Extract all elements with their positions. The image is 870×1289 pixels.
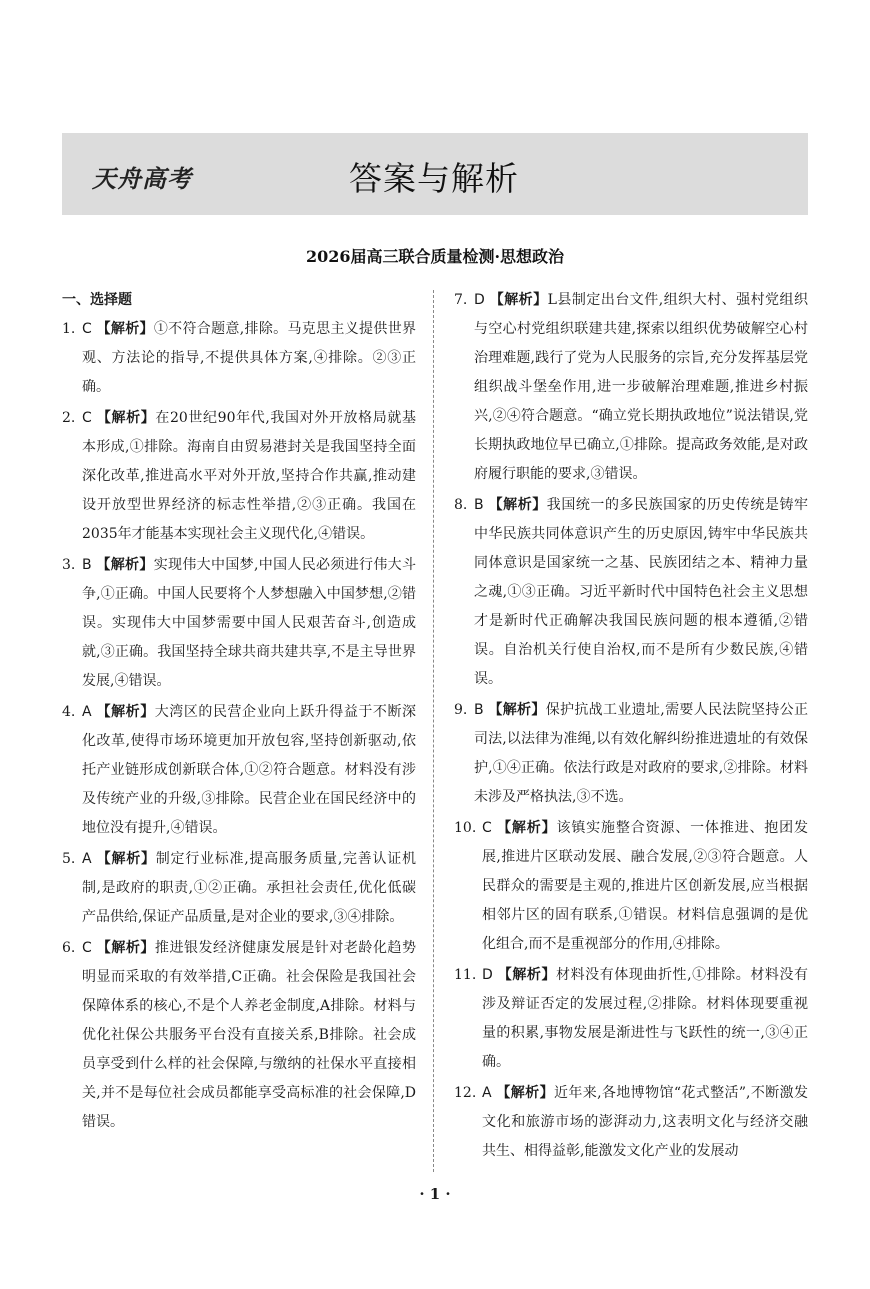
analysis-tag: 【解析】	[497, 967, 557, 983]
analysis-text: 大湾区的民营企业向上跃升得益于不断深化改革,使得市场环境更加开放包容,坚持创新驱动,依托产业链形成创新联合体,①②符合题意。材料没有涉及传统产业的升级,③排除。民营企业在国民经济中的地位没有提升,④错误。	[82, 704, 417, 836]
item-number: 12.	[454, 1085, 477, 1101]
analysis-text: L县制定出台文件,组织大村、强村党组织与空心村党组织联建共建,探索以组织优势破解空心村治理难题,践行了党为人民服务的宗旨,充分发挥基层党组织战斗堡垒作用,进一步破解治理难题,推进乡村振兴,②④符合题意。“确立党长期执政地位”说法错误,党长期执政地位早已确立,①排除。提高政务效能,是对政府履行职能的要求,③错误。	[474, 292, 809, 482]
answer-item	[454, 1079, 808, 1166]
header-banner	[62, 133, 808, 215]
column-divider	[433, 290, 434, 1172]
answer-item	[62, 934, 416, 1137]
answer-letter: D	[474, 292, 485, 308]
item-number: 8.	[454, 497, 468, 513]
item-number: 7.	[454, 292, 468, 308]
analysis-tag: 【解析】	[96, 557, 154, 573]
item-number: 11.	[454, 967, 477, 983]
item-number: 3.	[62, 557, 76, 573]
item-number: 1.	[62, 321, 76, 337]
analysis-tag: 【解析】	[96, 704, 155, 720]
brand-logo: 天舟高考	[92, 165, 192, 193]
answer-item	[62, 404, 416, 549]
analysis-tag: 【解析】	[96, 940, 155, 956]
analysis-tag: 【解析】	[488, 497, 547, 513]
analysis-text: 近年来,各地博物馆“花式整活”,不断激发文化和旅游市场的澎湃动力,这表明文化与经济交融共生、相得益彰,能激发文化产业的发展动	[482, 1085, 809, 1159]
analysis-text: 材料没有体现曲折性,①排除。材料没有涉及辩证否定的发展过程,②排除。材料体现要重视量的积累,事物发展是渐进性与飞跃性的统一,③④正确。	[482, 967, 809, 1070]
answer-item	[62, 315, 416, 402]
answer-item	[62, 698, 416, 843]
exam-subtitle: 2026届高三联合质量检测·思想政治	[305, 247, 565, 266]
right-column	[454, 286, 808, 1168]
answer-letter: B	[82, 557, 92, 573]
answer-letter: C	[482, 820, 492, 836]
analysis-text: 推进银发经济健康发展是针对老龄化趋势明显而采取的有效举措,C正确。社会保险是我国社会保障体系的核心,不是个人养老金制度,A排除。材料与优化社保公共服务平台没有直接关系,B排除。社会成员享受到什么样的社会保障,与缴纳的社保水平直接相关,并不是每位社会成员都能享受高标准的社会保障,D错误。	[82, 940, 417, 1130]
item-number: 4.	[62, 704, 76, 720]
answer-letter: A	[82, 704, 92, 720]
answer-item	[454, 961, 808, 1077]
item-number: 2.	[62, 410, 76, 426]
analysis-text: 该镇实施整合资源、一体推进、抱团发展,推进片区联动发展、融合发展,②③符合题意。人民群众的需要是主观的,推进片区创新发展,应当根据相邻片区的固有联系,①错误。材料信息强调的是优化组合,而不是重视部分的作用,④排除。	[482, 820, 809, 952]
answer-letter: A	[482, 1085, 492, 1101]
answer-item	[454, 814, 808, 959]
analysis-text: ①不符合题意,排除。马克思主义提供世界观、方法论的指导,不提供具体方案,④排除。②③正确。	[82, 321, 417, 395]
item-number: 9.	[454, 702, 468, 718]
item-number: 10.	[454, 820, 477, 836]
page-title: 答案与解析	[349, 159, 519, 198]
answer-letter: C	[82, 321, 92, 337]
answer-letter: C	[82, 940, 92, 956]
answer-letter: A	[82, 851, 92, 867]
answer-item	[62, 845, 416, 932]
answer-item	[454, 491, 808, 694]
analysis-tag: 【解析】	[496, 1085, 554, 1101]
analysis-tag: 【解析】	[96, 321, 154, 337]
analysis-tag: 【解析】	[497, 820, 557, 836]
answer-letter: B	[474, 497, 484, 513]
answer-item	[62, 551, 416, 696]
analysis-text: 保护抗战工业遗址,需要人民法院坚持公正司法,以法律为准绳,以有效化解纠纷推进遗址的有效保护,①④正确。依法行政是对政府的要求,②排除。材料未涉及严格执法,③不选。	[474, 702, 809, 805]
analysis-text: 我国统一的多民族国家的历史传统是铸牢中华民族共同体意识产生的历史原因,铸牢中华民族共同体意识是国家统一之基、民族团结之本、精神力量之魂,①③正确。习近平新时代中国特色社会主义思想才是新时代正确解决我国民族问题的根本遵循,②错误。自治机关行使自治权,而不是所有少数民族,④错误。	[474, 497, 809, 687]
analysis-text: 实现伟大中国梦,中国人民必须进行伟大斗争,①正确。中国人民要将个人梦想融入中国梦想,②错误。实现伟大中国梦需要中国人民艰苦奋斗,创造成就,③正确。我国坚持全球共商共建共享,不是主导世界发展,④错误。	[82, 557, 417, 689]
item-number: 5.	[62, 851, 76, 867]
analysis-tag: 【解析】	[96, 410, 156, 426]
analysis-text: 在20世纪90年代,我国对外开放格局就基本形成,①排除。海南自由贸易港封关是我国坚持全面深化改革,推进高水平对外开放,坚持合作共赢,推动建设开放型世界经济的标志性举措,②③正确。我国在2035年才能基本实现社会主义现代化,④错误。	[82, 410, 417, 542]
answer-letter: B	[474, 702, 484, 718]
analysis-tag: 【解析】	[488, 702, 546, 718]
analysis-tag: 【解析】	[96, 851, 156, 867]
answer-letter: C	[82, 410, 92, 426]
answer-item	[454, 286, 808, 489]
section-title: 一、选择题	[62, 292, 132, 308]
left-column	[62, 286, 416, 1139]
item-number: 6.	[62, 940, 76, 956]
analysis-tag: 【解析】	[489, 292, 548, 308]
page-number: · 1 ·	[419, 1185, 451, 1203]
answer-item	[454, 696, 808, 812]
analysis-text: 制定行业标准,提高服务质量,完善认证机制,是政府的职责,①②正确。承担社会责任,优化低碳产品供给,保证产品质量,是对企业的要求,③④排除。	[82, 851, 417, 925]
answer-letter: D	[482, 967, 493, 983]
